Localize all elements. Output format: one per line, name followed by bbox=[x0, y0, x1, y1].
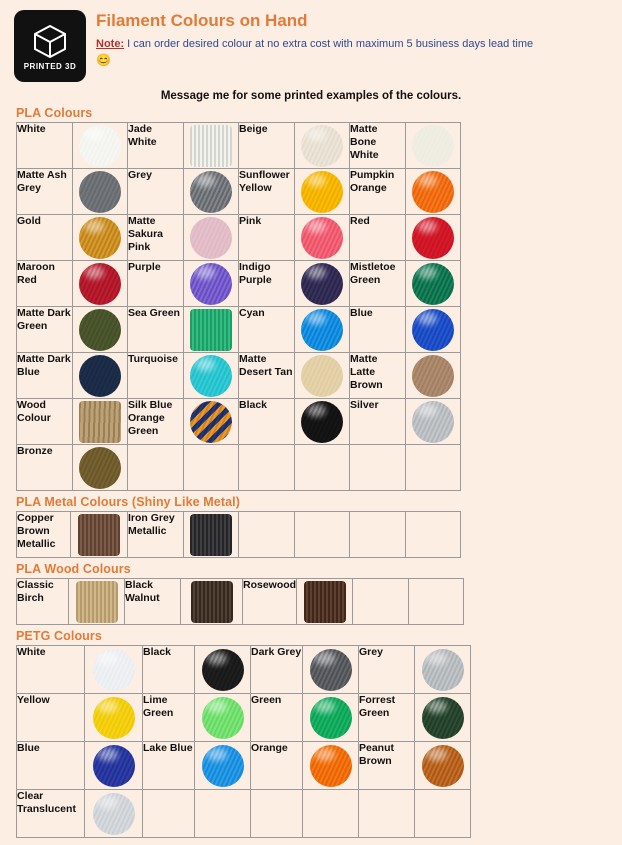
filament-blob-icon bbox=[301, 401, 343, 443]
colour-label: Pink bbox=[239, 215, 295, 261]
empty-cell bbox=[128, 445, 184, 491]
filament-blob-icon bbox=[190, 355, 232, 397]
colour-swatch bbox=[73, 123, 128, 169]
filament-blob-icon bbox=[190, 263, 232, 305]
table-row bbox=[17, 215, 461, 261]
note-text: I can order desired colour at no extra cost with maximum 5 business days lead time bbox=[124, 37, 534, 50]
colour-label: Silk Blue Orange Green bbox=[128, 399, 184, 445]
colour-swatch bbox=[85, 742, 143, 790]
table-row bbox=[17, 790, 471, 838]
filament-blob-icon bbox=[190, 217, 232, 259]
colour-swatch bbox=[184, 169, 239, 215]
page-header bbox=[14, 10, 608, 82]
colour-swatch bbox=[184, 399, 239, 445]
colour-swatch bbox=[303, 694, 359, 742]
colour-swatch bbox=[295, 123, 350, 169]
filament-blob-icon bbox=[422, 697, 464, 739]
filament-blob-icon bbox=[190, 309, 232, 351]
colour-label: Matte Sakura Pink bbox=[128, 215, 184, 261]
colour-swatch bbox=[295, 261, 350, 307]
empty-cell bbox=[415, 790, 471, 838]
colour-swatch bbox=[295, 399, 350, 445]
colour-label: White bbox=[17, 123, 73, 169]
empty-cell bbox=[295, 445, 350, 491]
colour-swatch bbox=[406, 215, 461, 261]
colour-swatch bbox=[184, 215, 239, 261]
colour-label: Black bbox=[239, 399, 295, 445]
colour-swatch bbox=[406, 307, 461, 353]
filament-blob-icon bbox=[412, 401, 454, 443]
filament-blob-icon bbox=[79, 171, 121, 213]
filament-blob-icon bbox=[412, 309, 454, 351]
filament-blob-icon bbox=[304, 581, 346, 623]
colour-swatch bbox=[184, 261, 239, 307]
colour-swatch bbox=[85, 790, 143, 838]
colour-swatch bbox=[406, 169, 461, 215]
colour-swatch bbox=[73, 307, 128, 353]
colour-swatch bbox=[73, 445, 128, 491]
colour-label: Lime Green bbox=[143, 694, 195, 742]
colour-label: Matte Dark Green bbox=[17, 307, 73, 353]
colour-label: Blue bbox=[17, 742, 85, 790]
filament-blob-icon bbox=[79, 263, 121, 305]
table-row bbox=[17, 646, 471, 694]
empty-cell bbox=[350, 445, 406, 491]
table-row bbox=[17, 123, 461, 169]
filament-blob-icon bbox=[79, 125, 121, 167]
filament-blob-icon bbox=[310, 649, 352, 691]
colour-swatch bbox=[69, 579, 125, 625]
filament-blob-icon bbox=[202, 745, 244, 787]
colour-label: Grey bbox=[128, 169, 184, 215]
brand-logo-text: PRINTED 3D bbox=[23, 61, 77, 71]
filament-blob-icon bbox=[79, 217, 121, 259]
colour-swatch bbox=[85, 694, 143, 742]
colour-swatch bbox=[195, 742, 251, 790]
colour-swatch bbox=[406, 123, 461, 169]
colour-swatch bbox=[295, 215, 350, 261]
table-row bbox=[17, 261, 461, 307]
filament-blob-icon bbox=[301, 309, 343, 351]
colour-swatch bbox=[415, 646, 471, 694]
filament-blob-icon bbox=[301, 355, 343, 397]
table-row bbox=[17, 169, 461, 215]
colour-swatch bbox=[297, 579, 353, 625]
smiley-emoji-icon: 😊 bbox=[96, 52, 111, 67]
colour-swatch bbox=[181, 579, 243, 625]
colour-label: Black Walnut bbox=[125, 579, 181, 625]
colour-label: Wood Colour bbox=[17, 399, 73, 445]
filament-blob-icon bbox=[191, 581, 233, 623]
colour-label: Iron Grey Metallic bbox=[128, 512, 184, 558]
filament-blob-icon bbox=[190, 171, 232, 213]
filament-blob-icon bbox=[301, 125, 343, 167]
examples-note: Message me for some printed examples of the colours. bbox=[160, 90, 462, 102]
filament-blob-icon bbox=[190, 514, 232, 556]
filament-blob-icon bbox=[78, 514, 120, 556]
colour-label: Gold bbox=[17, 215, 73, 261]
colour-table-pla bbox=[16, 122, 461, 491]
empty-cell bbox=[195, 790, 251, 838]
colour-swatch bbox=[415, 742, 471, 790]
colour-label: Sea Green bbox=[128, 307, 184, 353]
table-row bbox=[17, 445, 461, 491]
colour-swatch bbox=[71, 512, 128, 558]
colour-label: Matte Dark Blue bbox=[17, 353, 73, 399]
colour-swatch bbox=[295, 353, 350, 399]
lead-time-note bbox=[96, 37, 608, 68]
colour-swatch bbox=[195, 694, 251, 742]
colour-swatch bbox=[184, 307, 239, 353]
empty-cell bbox=[295, 512, 350, 558]
colour-label: Matte Desert Tan bbox=[239, 353, 295, 399]
colour-swatch bbox=[73, 169, 128, 215]
colour-label: Clear Translucent bbox=[17, 790, 85, 838]
empty-cell bbox=[406, 512, 461, 558]
colour-swatch bbox=[73, 215, 128, 261]
empty-cell bbox=[184, 445, 239, 491]
colour-label: Purple bbox=[128, 261, 184, 307]
note-label: Note: bbox=[96, 37, 125, 50]
filament-blob-icon bbox=[79, 309, 121, 351]
brand-logo bbox=[14, 10, 86, 82]
filament-blob-icon bbox=[301, 263, 343, 305]
filament-blob-icon bbox=[93, 793, 135, 835]
colour-label: Indigo Purple bbox=[239, 261, 295, 307]
section-title-pla-wood: PLA Wood Colours bbox=[16, 562, 131, 576]
section-title-petg: PETG Colours bbox=[16, 629, 102, 643]
filament-blob-icon bbox=[79, 401, 121, 443]
table-row bbox=[17, 694, 471, 742]
colour-label: Dark Grey bbox=[251, 646, 303, 694]
header-text-block bbox=[96, 10, 608, 68]
colour-swatch bbox=[184, 512, 239, 558]
empty-cell bbox=[303, 790, 359, 838]
table-row bbox=[17, 512, 461, 558]
table-row bbox=[17, 579, 464, 625]
colour-label: Maroon Red bbox=[17, 261, 73, 307]
empty-cell bbox=[239, 512, 295, 558]
colour-swatch bbox=[415, 694, 471, 742]
colour-label: Red bbox=[350, 215, 406, 261]
colour-table-pla-wood bbox=[16, 578, 464, 625]
filament-blob-icon bbox=[79, 447, 121, 489]
colour-table-petg bbox=[16, 645, 471, 838]
colour-label: Green bbox=[251, 694, 303, 742]
colour-label: Matte Latte Brown bbox=[350, 353, 406, 399]
filament-blob-icon bbox=[93, 745, 135, 787]
colour-label: Mistletoe Green bbox=[350, 261, 406, 307]
colour-label: Rosewood bbox=[243, 579, 297, 625]
filament-blob-icon bbox=[79, 355, 121, 397]
colour-swatch bbox=[303, 646, 359, 694]
filament-blob-icon bbox=[202, 649, 244, 691]
colour-label: Orange bbox=[251, 742, 303, 790]
colour-swatch bbox=[295, 307, 350, 353]
table-row bbox=[17, 742, 471, 790]
colour-swatch bbox=[184, 353, 239, 399]
colour-label: Black bbox=[143, 646, 195, 694]
colour-swatch bbox=[303, 742, 359, 790]
colour-label: Forrest Green bbox=[359, 694, 415, 742]
colour-label: Matte Ash Grey bbox=[17, 169, 73, 215]
table-row bbox=[17, 353, 461, 399]
filament-blob-icon bbox=[412, 171, 454, 213]
colour-swatch bbox=[85, 646, 143, 694]
empty-cell bbox=[406, 445, 461, 491]
colour-label: Silver bbox=[350, 399, 406, 445]
empty-cell bbox=[353, 579, 409, 625]
colour-label: Lake Blue bbox=[143, 742, 195, 790]
table-row bbox=[17, 307, 461, 353]
colour-sections bbox=[14, 106, 608, 838]
filament-blob-icon bbox=[190, 401, 232, 443]
empty-cell bbox=[359, 790, 415, 838]
colour-swatch bbox=[73, 261, 128, 307]
empty-cell bbox=[251, 790, 303, 838]
colour-swatch bbox=[406, 261, 461, 307]
empty-cell bbox=[409, 579, 464, 625]
filament-blob-icon bbox=[190, 125, 232, 167]
colour-label: Peanut Brown bbox=[359, 742, 415, 790]
colour-swatch bbox=[195, 646, 251, 694]
filament-blob-icon bbox=[310, 745, 352, 787]
filament-blob-icon bbox=[412, 355, 454, 397]
colour-label: Matte Bone White bbox=[350, 123, 406, 169]
filament-blob-icon bbox=[412, 217, 454, 259]
colour-label: Jade White bbox=[128, 123, 184, 169]
colour-swatch bbox=[406, 399, 461, 445]
colour-label: Classic Birch bbox=[17, 579, 69, 625]
section-title-pla: PLA Colours bbox=[16, 106, 93, 120]
filament-blob-icon bbox=[202, 697, 244, 739]
colour-label: Beige bbox=[239, 123, 295, 169]
filament-blob-icon bbox=[76, 581, 118, 623]
table-row bbox=[17, 399, 461, 445]
colour-swatch bbox=[406, 353, 461, 399]
colour-label: Sunflower Yellow bbox=[239, 169, 295, 215]
cube-outline-icon bbox=[30, 22, 70, 60]
colour-swatch bbox=[184, 123, 239, 169]
filament-blob-icon bbox=[93, 649, 135, 691]
colour-label: Cyan bbox=[239, 307, 295, 353]
empty-cell bbox=[239, 445, 295, 491]
section-title-pla-metal: PLA Metal Colours (Shiny Like Metal) bbox=[16, 495, 240, 509]
filament-blob-icon bbox=[301, 171, 343, 213]
filament-blob-icon bbox=[310, 697, 352, 739]
colour-swatch bbox=[295, 169, 350, 215]
colour-label: Blue bbox=[350, 307, 406, 353]
filament-blob-icon bbox=[412, 263, 454, 305]
colour-swatch bbox=[73, 399, 128, 445]
empty-cell bbox=[350, 512, 406, 558]
filament-blob-icon bbox=[412, 125, 454, 167]
colour-label: Bronze bbox=[17, 445, 73, 491]
empty-cell bbox=[143, 790, 195, 838]
colour-label: Grey bbox=[359, 646, 415, 694]
colour-swatch bbox=[73, 353, 128, 399]
colour-table-pla-metal bbox=[16, 511, 461, 558]
colour-label: Turquoise bbox=[128, 353, 184, 399]
colour-label: Yellow bbox=[17, 694, 85, 742]
filament-blob-icon bbox=[422, 745, 464, 787]
filament-blob-icon bbox=[301, 217, 343, 259]
page-title: Filament Colours on Hand bbox=[96, 11, 308, 30]
filament-blob-icon bbox=[93, 697, 135, 739]
colour-label: Pumpkin Orange bbox=[350, 169, 406, 215]
colour-label: Copper Brown Metallic bbox=[17, 512, 71, 558]
filament-blob-icon bbox=[422, 649, 464, 691]
colour-label: White bbox=[17, 646, 85, 694]
